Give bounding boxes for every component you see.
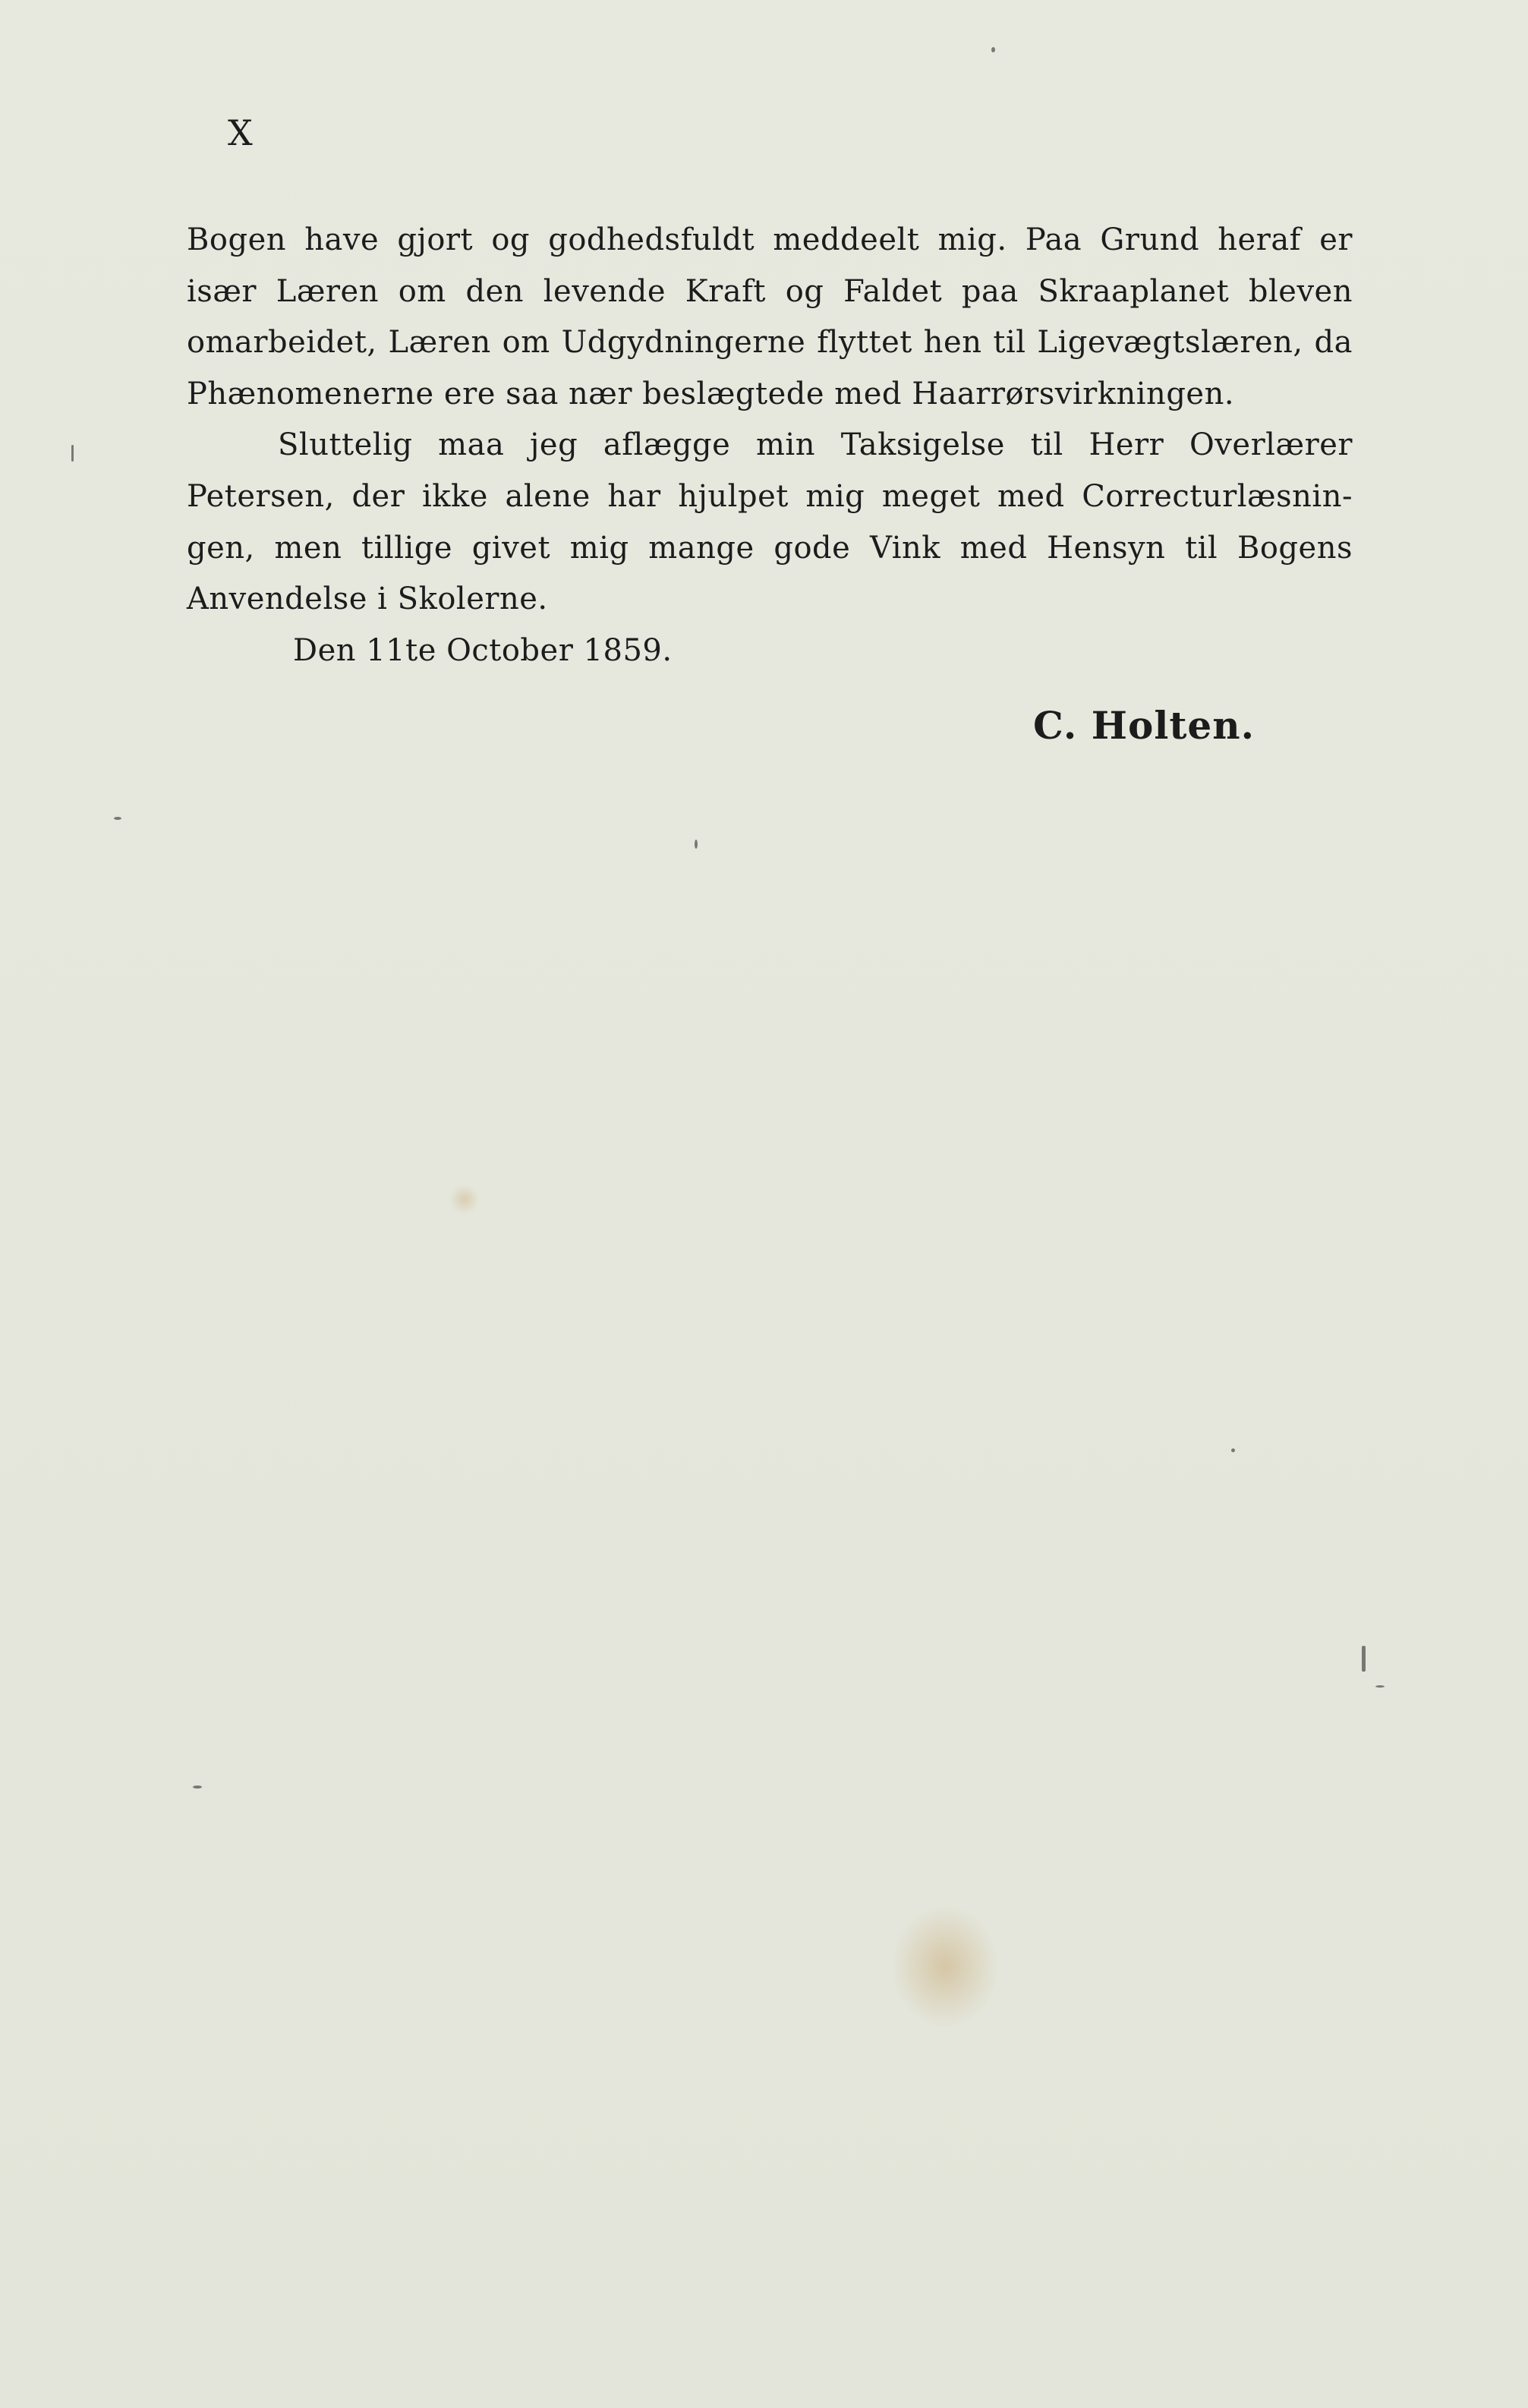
text-line: især Læren om den levende Kraft og Faldet paa Skraaplanet bleven (187, 273, 1353, 309)
author-signature: C. Holten. (1033, 703, 1255, 748)
text-line: Phænomenerne ere saa nær beslægtede med Haarrørsvirkningen. (187, 376, 1235, 411)
text-line: gen, men tillige givet mig mange gode Vink med Hensyn til Bogens (187, 530, 1353, 566)
text-line: Sluttelig maa jeg aflægge min Taksigelse til Herr Overlærer (278, 427, 1353, 463)
paragraph-2 (187, 420, 1353, 625)
date-line: Den 11te October 1859. (293, 632, 673, 668)
paper-speck (114, 817, 121, 820)
text-line: omarbeidet, Læren om Udgydningerne flyttet hen til Ligevægtslæren, da (187, 325, 1353, 361)
paragraph-1 (187, 215, 1353, 420)
paper-speck (71, 445, 74, 462)
paper-speck (1231, 1448, 1235, 1452)
paper-speck (193, 1786, 202, 1789)
paper-speck (991, 47, 995, 52)
text-line: Bogen have gjort og godhedsfuldt meddeelt mig. Paa Grund heraf er (187, 222, 1353, 257)
page-number: X (228, 112, 253, 153)
preface-text (187, 215, 1353, 676)
paper-speck (1375, 1685, 1385, 1688)
paper-speck (1362, 1646, 1366, 1672)
paper-speck (695, 840, 698, 849)
text-line: Petersen, der ikke alene har hjulpet mig meget med Correcturlæsnin- (187, 478, 1353, 514)
text-line: Anvendelse i Skolerne. (187, 582, 548, 617)
